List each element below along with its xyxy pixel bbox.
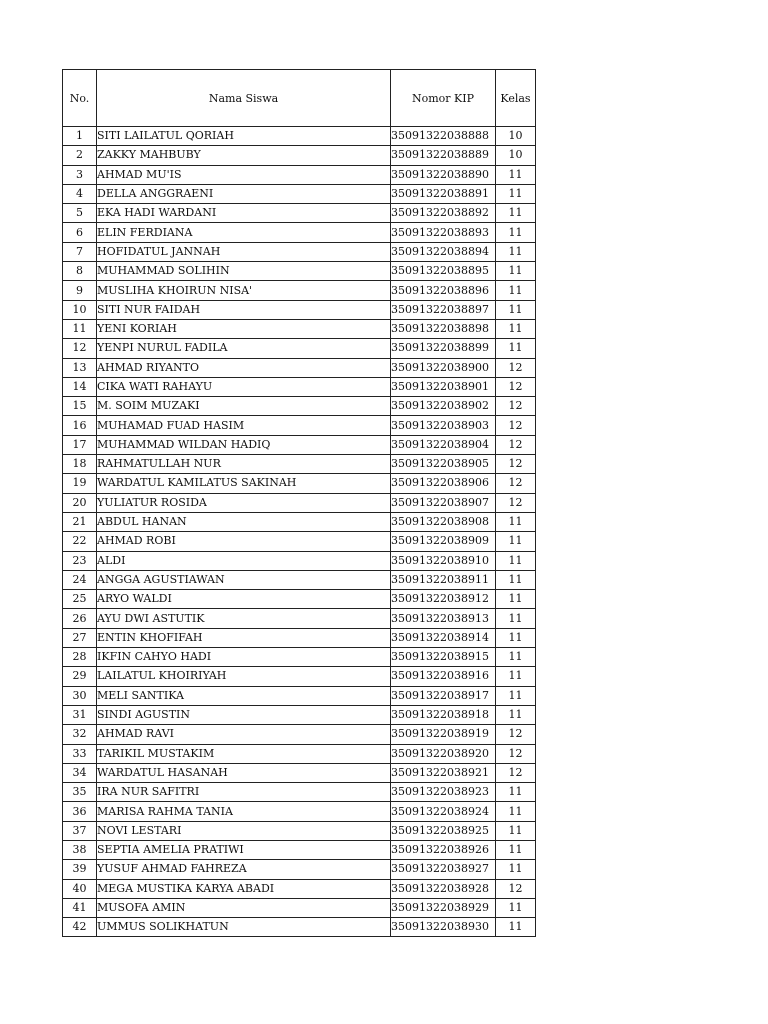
cell-nama-siswa: YULIATUR ROSIDA: [97, 493, 391, 512]
cell-nama-siswa: MUHAMAD FUAD HASIM: [97, 416, 391, 435]
cell-no: 18: [63, 455, 97, 474]
table-row: [63, 802, 536, 821]
table-row: [63, 184, 536, 203]
table-row: [63, 628, 536, 647]
cell-nomor-kip: 35091322038897: [391, 300, 496, 319]
cell-no: 25: [63, 590, 97, 609]
cell-no: 8: [63, 262, 97, 281]
cell-nomor-kip: 35091322038927: [391, 860, 496, 879]
table-header: [63, 70, 536, 127]
cell-kelas: 12: [496, 763, 536, 782]
cell-no: 27: [63, 628, 97, 647]
cell-nomor-kip: 35091322038910: [391, 551, 496, 570]
cell-nomor-kip: 35091322038914: [391, 628, 496, 647]
cell-no: 34: [63, 763, 97, 782]
table-row: [63, 725, 536, 744]
cell-no: 15: [63, 397, 97, 416]
cell-kelas: 11: [496, 860, 536, 879]
cell-nama-siswa: ABDUL HANAN: [97, 512, 391, 531]
cell-kelas: 12: [496, 397, 536, 416]
cell-kelas: 11: [496, 570, 536, 589]
table-row: [63, 840, 536, 859]
cell-kelas: 11: [496, 300, 536, 319]
cell-kelas: 11: [496, 551, 536, 570]
cell-no: 37: [63, 821, 97, 840]
table-row: [63, 705, 536, 724]
table-row: [63, 474, 536, 493]
cell-no: 14: [63, 377, 97, 396]
cell-no: 40: [63, 879, 97, 898]
cell-nomor-kip: 35091322038901: [391, 377, 496, 396]
cell-kelas: 12: [496, 435, 536, 454]
table-row: [63, 551, 536, 570]
cell-nama-siswa: MUHAMMAD SOLIHIN: [97, 262, 391, 281]
table-row: [63, 223, 536, 242]
cell-no: 21: [63, 512, 97, 531]
cell-nomor-kip: 35091322038911: [391, 570, 496, 589]
cell-kelas: 11: [496, 686, 536, 705]
cell-nama-siswa: ALDI: [97, 551, 391, 570]
table-row: [63, 667, 536, 686]
cell-nomor-kip: 35091322038905: [391, 455, 496, 474]
cell-kelas: 11: [496, 821, 536, 840]
cell-kelas: 11: [496, 223, 536, 242]
cell-kelas: 11: [496, 705, 536, 724]
cell-no: 29: [63, 667, 97, 686]
cell-nama-siswa: IRA NUR SAFITRI: [97, 783, 391, 802]
cell-nama-siswa: YUSUF AHMAD FAHREZA: [97, 860, 391, 879]
cell-nomor-kip: 35091322038902: [391, 397, 496, 416]
cell-no: 7: [63, 242, 97, 261]
cell-nomor-kip: 35091322038913: [391, 609, 496, 628]
cell-nama-siswa: M. SOIM MUZAKI: [97, 397, 391, 416]
cell-nama-siswa: SITI LAILATUL QORIAH: [97, 127, 391, 146]
header-nama-siswa: Nama Siswa: [97, 70, 391, 127]
table-row: [63, 821, 536, 840]
table-row: [63, 783, 536, 802]
cell-nomor-kip: 35091322038923: [391, 783, 496, 802]
cell-kelas: 11: [496, 242, 536, 261]
cell-kelas: 11: [496, 783, 536, 802]
cell-nama-siswa: RAHMATULLAH NUR: [97, 455, 391, 474]
cell-kelas: 10: [496, 146, 536, 165]
cell-no: 42: [63, 918, 97, 937]
cell-kelas: 12: [496, 493, 536, 512]
cell-nomor-kip: 35091322038926: [391, 840, 496, 859]
cell-no: 26: [63, 609, 97, 628]
cell-kelas: 11: [496, 667, 536, 686]
table-row: [63, 879, 536, 898]
cell-nama-siswa: MELI SANTIKA: [97, 686, 391, 705]
cell-kelas: 11: [496, 184, 536, 203]
cell-nama-siswa: DELLA ANGGRAENI: [97, 184, 391, 203]
cell-no: 5: [63, 204, 97, 223]
cell-nomor-kip: 35091322038909: [391, 532, 496, 551]
cell-kelas: 11: [496, 339, 536, 358]
cell-kelas: 11: [496, 609, 536, 628]
cell-nomor-kip: 35091322038921: [391, 763, 496, 782]
table-row: [63, 319, 536, 338]
cell-no: 1: [63, 127, 97, 146]
cell-nama-siswa: MARISA RAHMA TANIA: [97, 802, 391, 821]
cell-nomor-kip: 35091322038908: [391, 512, 496, 531]
cell-nomor-kip: 35091322038899: [391, 339, 496, 358]
cell-nomor-kip: 35091322038903: [391, 416, 496, 435]
cell-kelas: 12: [496, 377, 536, 396]
cell-no: 41: [63, 898, 97, 917]
cell-no: 35: [63, 783, 97, 802]
header-no: No.: [63, 70, 97, 127]
cell-nama-siswa: NOVI LESTARI: [97, 821, 391, 840]
cell-kelas: 11: [496, 918, 536, 937]
cell-nomor-kip: 35091322038906: [391, 474, 496, 493]
table-row: [63, 763, 536, 782]
cell-nama-siswa: MUHAMMAD WILDAN HADIQ: [97, 435, 391, 454]
cell-kelas: 11: [496, 204, 536, 223]
cell-nama-siswa: ARYO WALDI: [97, 590, 391, 609]
table-row: [63, 435, 536, 454]
table-row: [63, 165, 536, 184]
cell-nama-siswa: AHMAD MU'IS: [97, 165, 391, 184]
cell-nomor-kip: 35091322038929: [391, 898, 496, 917]
cell-nama-siswa: UMMUS SOLIKHATUN: [97, 918, 391, 937]
cell-no: 4: [63, 184, 97, 203]
cell-no: 39: [63, 860, 97, 879]
table-row: [63, 339, 536, 358]
table-row: [63, 397, 536, 416]
table-row: [63, 300, 536, 319]
table-row: [63, 204, 536, 223]
cell-nomor-kip: 35091322038896: [391, 281, 496, 300]
cell-no: 11: [63, 319, 97, 338]
cell-nomor-kip: 35091322038889: [391, 146, 496, 165]
cell-kelas: 12: [496, 879, 536, 898]
table-row: [63, 455, 536, 474]
cell-nomor-kip: 35091322038904: [391, 435, 496, 454]
cell-no: 10: [63, 300, 97, 319]
cell-kelas: 12: [496, 474, 536, 493]
cell-nomor-kip: 35091322038892: [391, 204, 496, 223]
cell-no: 20: [63, 493, 97, 512]
cell-kelas: 11: [496, 532, 536, 551]
table-body: [63, 127, 536, 937]
cell-nama-siswa: TARIKIL MUSTAKIM: [97, 744, 391, 763]
cell-no: 31: [63, 705, 97, 724]
cell-kelas: 11: [496, 319, 536, 338]
cell-no: 30: [63, 686, 97, 705]
cell-nomor-kip: 35091322038891: [391, 184, 496, 203]
cell-nama-siswa: SINDI AGUSTIN: [97, 705, 391, 724]
table-row: [63, 860, 536, 879]
cell-nomor-kip: 35091322038915: [391, 648, 496, 667]
table-row: [63, 262, 536, 281]
table-row: [63, 281, 536, 300]
cell-no: 28: [63, 648, 97, 667]
cell-nomor-kip: 35091322038917: [391, 686, 496, 705]
header-kelas: Kelas: [496, 70, 536, 127]
cell-kelas: 12: [496, 358, 536, 377]
cell-no: 9: [63, 281, 97, 300]
cell-no: 13: [63, 358, 97, 377]
cell-nomor-kip: 35091322038918: [391, 705, 496, 724]
table-row: [63, 648, 536, 667]
cell-nama-siswa: SITI NUR FAIDAH: [97, 300, 391, 319]
cell-kelas: 11: [496, 628, 536, 647]
table-row: [63, 609, 536, 628]
cell-nomor-kip: 35091322038924: [391, 802, 496, 821]
table-row: [63, 493, 536, 512]
table-row: [63, 744, 536, 763]
cell-nama-siswa: EKA HADI WARDANI: [97, 204, 391, 223]
cell-no: 24: [63, 570, 97, 589]
cell-nama-siswa: AHMAD ROBI: [97, 532, 391, 551]
cell-nomor-kip: 35091322038894: [391, 242, 496, 261]
cell-nomor-kip: 35091322038912: [391, 590, 496, 609]
header-row: [63, 70, 536, 127]
cell-no: 36: [63, 802, 97, 821]
cell-kelas: 12: [496, 725, 536, 744]
table-row: [63, 590, 536, 609]
cell-kelas: 12: [496, 455, 536, 474]
student-table: [62, 69, 536, 937]
cell-no: 12: [63, 339, 97, 358]
cell-no: 22: [63, 532, 97, 551]
cell-nomor-kip: 35091322038916: [391, 667, 496, 686]
cell-no: 2: [63, 146, 97, 165]
cell-nomor-kip: 35091322038888: [391, 127, 496, 146]
cell-nama-siswa: AHMAD RIYANTO: [97, 358, 391, 377]
cell-nomor-kip: 35091322038900: [391, 358, 496, 377]
cell-no: 17: [63, 435, 97, 454]
cell-nama-siswa: WARDATUL KAMILATUS SAKINAH: [97, 474, 391, 493]
cell-kelas: 11: [496, 165, 536, 184]
cell-nomor-kip: 35091322038893: [391, 223, 496, 242]
table-row: [63, 898, 536, 917]
header-nomor-kip: Nomor KIP: [391, 70, 496, 127]
cell-no: 19: [63, 474, 97, 493]
cell-kelas: 12: [496, 744, 536, 763]
cell-no: 6: [63, 223, 97, 242]
cell-nama-siswa: LAILATUL KHOIRIYAH: [97, 667, 391, 686]
table-row: [63, 686, 536, 705]
cell-kelas: 11: [496, 802, 536, 821]
cell-kelas: 11: [496, 840, 536, 859]
cell-nama-siswa: IKFIN CAHYO HADI: [97, 648, 391, 667]
table-row: [63, 416, 536, 435]
table-row: [63, 570, 536, 589]
cell-nomor-kip: 35091322038907: [391, 493, 496, 512]
cell-kelas: 11: [496, 898, 536, 917]
cell-nomor-kip: 35091322038925: [391, 821, 496, 840]
cell-kelas: 11: [496, 648, 536, 667]
cell-nama-siswa: ENTIN KHOFIFAH: [97, 628, 391, 647]
cell-nama-siswa: MUSLIHA KHOIRUN NISA': [97, 281, 391, 300]
cell-no: 3: [63, 165, 97, 184]
table-row: [63, 918, 536, 937]
cell-no: 16: [63, 416, 97, 435]
cell-no: 32: [63, 725, 97, 744]
cell-kelas: 11: [496, 590, 536, 609]
cell-nomor-kip: 35091322038920: [391, 744, 496, 763]
cell-nama-siswa: AHMAD RAVI: [97, 725, 391, 744]
cell-nama-siswa: ANGGA AGUSTIAWAN: [97, 570, 391, 589]
cell-nomor-kip: 35091322038919: [391, 725, 496, 744]
cell-kelas: 11: [496, 281, 536, 300]
cell-nama-siswa: ZAKKY MAHBUBY: [97, 146, 391, 165]
cell-nomor-kip: 35091322038895: [391, 262, 496, 281]
cell-no: 33: [63, 744, 97, 763]
cell-nama-siswa: YENI KORIAH: [97, 319, 391, 338]
cell-nama-siswa: AYU DWI ASTUTIK: [97, 609, 391, 628]
cell-nama-siswa: YENPI NURUL FADILA: [97, 339, 391, 358]
cell-no: 23: [63, 551, 97, 570]
cell-kelas: 12: [496, 416, 536, 435]
cell-nama-siswa: MEGA MUSTIKA KARYA ABADI: [97, 879, 391, 898]
table-row: [63, 532, 536, 551]
table-row: [63, 358, 536, 377]
cell-kelas: 11: [496, 262, 536, 281]
cell-nomor-kip: 35091322038898: [391, 319, 496, 338]
cell-nomor-kip: 35091322038890: [391, 165, 496, 184]
table-row: [63, 512, 536, 531]
table-row: [63, 377, 536, 396]
table-row: [63, 127, 536, 146]
cell-nama-siswa: SEPTIA AMELIA PRATIWI: [97, 840, 391, 859]
cell-nama-siswa: CIKA WATI RAHAYU: [97, 377, 391, 396]
table-row: [63, 242, 536, 261]
cell-kelas: 10: [496, 127, 536, 146]
cell-nama-siswa: ELIN FERDIANA: [97, 223, 391, 242]
cell-nomor-kip: 35091322038928: [391, 879, 496, 898]
cell-nomor-kip: 35091322038930: [391, 918, 496, 937]
cell-nama-siswa: MUSOFA AMIN: [97, 898, 391, 917]
cell-no: 38: [63, 840, 97, 859]
cell-nama-siswa: WARDATUL HASANAH: [97, 763, 391, 782]
cell-nama-siswa: HOFIDATUL JANNAH: [97, 242, 391, 261]
table-row: [63, 146, 536, 165]
cell-kelas: 11: [496, 512, 536, 531]
